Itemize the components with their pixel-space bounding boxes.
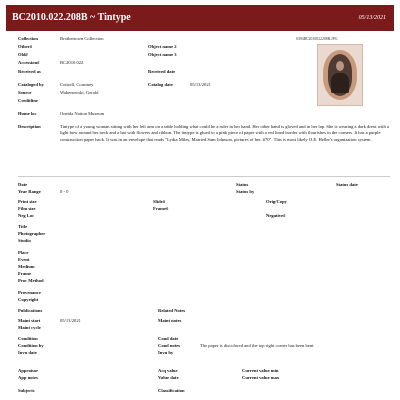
object-name2-label: Object name 2 (148, 44, 177, 49)
current-value-min-label: Current value min (242, 368, 279, 373)
tintype-photo[interactable] (317, 44, 363, 106)
home-loc-value: Oneida Nation Museum (60, 111, 105, 116)
studio-label: Studio (18, 238, 31, 243)
status-by-label: Status by (236, 189, 255, 194)
photo-body (331, 73, 349, 93)
source-label: Source (18, 90, 32, 95)
maint-cycle-label: Maint cycle (18, 325, 41, 330)
cond-notes-value: The paper is discolored and the top right corner has been bent. (200, 343, 315, 348)
cond-notes-label: Cond notes (158, 343, 181, 348)
neg-loc-label: Neg Loc (18, 213, 35, 218)
invn-by-label: Invn by (158, 350, 174, 355)
frame-label: Frame (18, 271, 32, 276)
proc-method-label: Proc Method (18, 278, 44, 283)
home-loc-label: Home loc (18, 111, 37, 116)
condition-label: Condition (18, 336, 38, 341)
related-notes-label: Related Notes (158, 308, 186, 313)
accession-label: Accession# (18, 60, 40, 65)
year-range-value: 0 - 0 (60, 189, 69, 194)
provenance-label: Provenance (18, 290, 41, 295)
old-label: Old# (18, 52, 28, 57)
slide-label: Slide# (153, 199, 165, 204)
place-label: Place (18, 250, 29, 255)
record-date: 05/13/2021 (358, 15, 386, 21)
photographer-label: Photographer (18, 231, 46, 236)
image-filename[interactable]: 0394BC2010022208B.JPG (296, 37, 338, 41)
acq-value-label: Acq value (158, 368, 178, 373)
cataloged-by-label: Cataloged by (18, 82, 44, 87)
received-date-label: Received date (148, 69, 176, 74)
current-value-max-label: Current value max (242, 375, 280, 380)
maint-notes-label: Maint notes (158, 318, 182, 323)
description-label: Description (18, 124, 41, 129)
title-label: Title (18, 224, 28, 229)
publications-label: Publications (18, 308, 43, 313)
catalog-date-value: 05/13/2021 (190, 82, 211, 87)
medium-label: Medium (18, 264, 35, 269)
description-value: Tintype of a young woman sitting with her left arm on a table holding what could be a ruler in her hand. Her other hand is gloved and in her lap. She is wearing a dark dress with a light bow around her neck and a hat with flowers and ribbon. The tintype is glued to a pink piece of paper with a red lined border with flourishes in the corners. It has a purple construction paper back. It was in an envelope that reads "Lydia Miles, Married Sam Johnson, pictures of her. #70". This is most likely O.E. Heller's organization system. (60, 124, 389, 142)
object-name3-label: Object name 3 (148, 52, 177, 57)
catalog-date-label: Catalog date (148, 82, 173, 87)
value-date-label: Value date (158, 375, 179, 380)
record-title: BC2010.022.208B ~ Tintype (12, 12, 131, 23)
cataloged-by-value: Cottrell, Courtney (60, 82, 94, 87)
copyright-label: Copyright (18, 297, 39, 302)
photo-face (336, 61, 344, 71)
creditline-label: Creditline (18, 98, 38, 103)
negative-label: Negative# (266, 213, 286, 218)
received-as-label: Received as (18, 69, 41, 74)
status-date-label: Status date (336, 182, 358, 187)
event-label: Event (18, 257, 30, 262)
accession-value: BC2010.022 (60, 60, 84, 65)
appraisor-label: Appraisor (18, 368, 39, 373)
print-size-label: Print size (18, 199, 37, 204)
subjects-label: Subjects (18, 388, 35, 393)
status-label: Status (236, 182, 249, 187)
date-label: Date (18, 182, 28, 187)
collection-label: Collection (18, 36, 38, 41)
app-notes-label: App notes (18, 375, 38, 380)
orig-copy-label: Orig/Copy (266, 199, 287, 204)
divider (18, 176, 390, 177)
source-value: Wakenowski, Gerald (60, 90, 99, 95)
classification-label: Classification (158, 388, 185, 393)
year-range-label: Year Range (18, 189, 41, 194)
condition-by-label: Condition by (18, 343, 44, 348)
collection-value: Brothertown Collection (60, 36, 104, 41)
frame-number-label: Frame# (153, 206, 169, 211)
record-header (6, 5, 394, 31)
invn-date-label: Invn date (18, 350, 37, 355)
cond-date-label: Cond date (158, 336, 179, 341)
film-size-label: Film size (18, 206, 36, 211)
maint-start-value: 05/13/2021 (60, 318, 81, 323)
maint-start-label: Maint start (18, 318, 41, 323)
other-label: Other# (18, 44, 33, 49)
